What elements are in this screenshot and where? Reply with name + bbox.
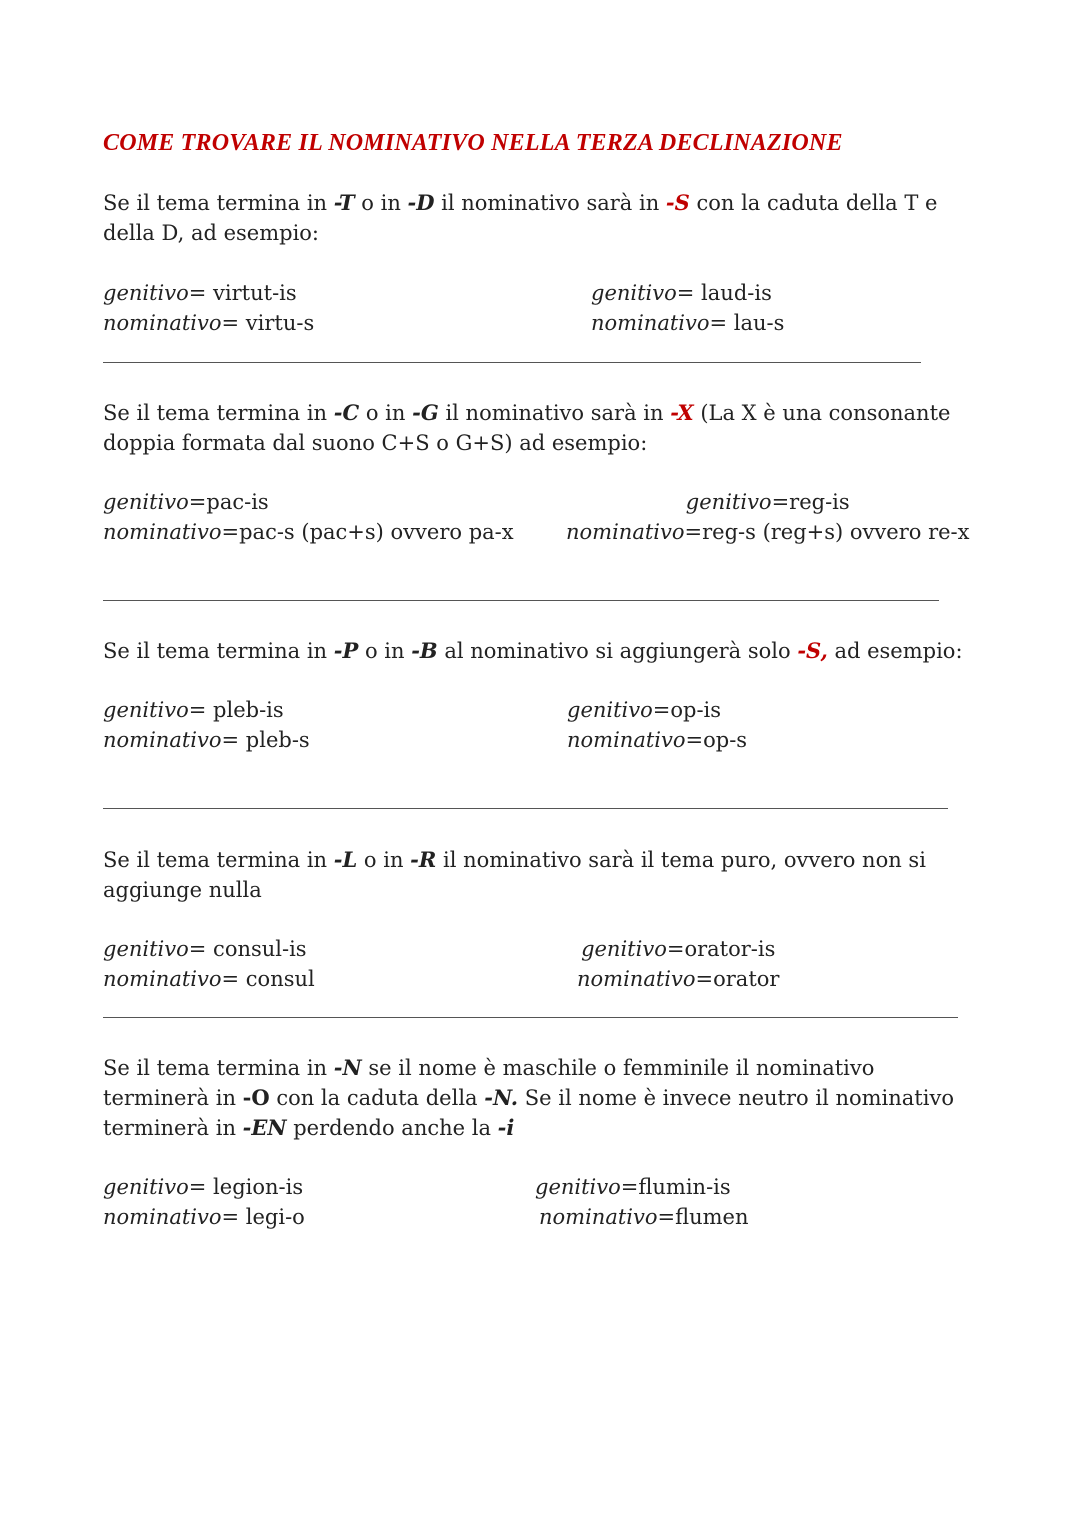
rule-paragraph-t-d	[103, 188, 973, 248]
nominative-value: = pleb-s	[221, 728, 310, 752]
genitive-value: =op-is	[652, 698, 722, 722]
example-consul	[103, 934, 315, 994]
example-orator	[577, 934, 779, 994]
ending-x: -X	[670, 400, 694, 425]
genitive-value: = legion-is	[188, 1175, 304, 1199]
genitive-label: genitivo	[103, 1175, 189, 1199]
example-plebs	[103, 695, 310, 755]
nominative-line	[103, 517, 514, 547]
nominative-label: nominativo	[103, 1205, 222, 1229]
rule-paragraph-p-b	[103, 636, 973, 666]
genitive-label: genitivo	[103, 281, 189, 305]
nominative-value: =orator	[695, 967, 780, 991]
genitive-line	[103, 695, 310, 725]
example-pax	[103, 487, 514, 547]
genitive-label: genitivo	[103, 490, 189, 514]
divider-line	[103, 808, 948, 809]
nominative-line	[103, 1202, 305, 1232]
rule-text: Se il tema termina in	[103, 848, 334, 872]
ending-n-dropped: -N.	[484, 1085, 519, 1110]
genitive-line	[567, 695, 747, 725]
rule-text: con la caduta della	[269, 1086, 485, 1110]
rule-text: o in	[357, 848, 411, 872]
nominative-line	[577, 964, 779, 994]
rule-text: Se il tema termina in	[103, 191, 334, 215]
nominative-value: = lau-s	[709, 311, 785, 335]
rule-paragraph-n	[103, 1053, 963, 1143]
ending-c: -C	[333, 400, 360, 425]
genitive-label: genitivo	[103, 698, 189, 722]
nominative-line	[103, 964, 315, 994]
ending-g: -G	[412, 400, 439, 425]
nominative-label: nominativo	[103, 728, 222, 752]
ending-s: -S	[665, 190, 690, 215]
rule-text: al nominativo si aggiungerà solo	[437, 639, 798, 663]
genitive-line	[535, 1172, 749, 1202]
ending-l: -L	[333, 847, 358, 872]
rule-paragraph-c-g	[103, 398, 973, 458]
rule-text: o in	[354, 191, 408, 215]
example-virtus	[103, 278, 314, 338]
genitive-line	[103, 1172, 305, 1202]
genitive-line	[103, 278, 314, 308]
nominative-line	[535, 1202, 749, 1232]
divider-line	[103, 362, 921, 363]
rule-text: Se il tema termina in	[103, 401, 334, 425]
nominative-value: = consul	[221, 967, 315, 991]
genitive-label: genitivo	[567, 698, 653, 722]
rule-text: il nominativo sarà in	[438, 401, 671, 425]
rule-text: Se il nome è invece neutro il nominativo terminerà in	[103, 1086, 954, 1140]
nominative-line	[566, 517, 969, 547]
genitive-value: =orator-is	[666, 937, 776, 961]
example-legio	[103, 1172, 305, 1232]
rule-text: Se il tema termina in	[103, 1056, 334, 1080]
nominative-value: = legi-o	[221, 1205, 305, 1229]
nominative-value: =reg-s (reg+s) ovvero re-x	[684, 520, 970, 544]
rule-text: il nominativo sarà il tema puro, ovvero non si aggiunge nulla	[103, 848, 926, 902]
genitive-label: genitivo	[591, 281, 677, 305]
page-title: COME TROVARE IL NOMINATIVO NELLA TERZA DECLINAZIONE	[103, 130, 843, 156]
genitive-line	[103, 934, 315, 964]
ending-s: -S,	[797, 638, 828, 663]
nominative-label: nominativo	[539, 1205, 658, 1229]
rule-text: o in	[359, 401, 413, 425]
genitive-label: genitivo	[535, 1175, 621, 1199]
nominative-line	[103, 725, 310, 755]
nominative-label: nominativo	[591, 311, 710, 335]
nominative-value: =pac-s (pac+s) ovvero pa-x	[221, 520, 514, 544]
nominative-value: =flumen	[657, 1205, 749, 1229]
genitive-value: = laud-is	[676, 281, 772, 305]
divider-line	[103, 1017, 958, 1018]
nominative-label: nominativo	[103, 311, 222, 335]
genitive-line	[591, 278, 784, 308]
ending-o: -O	[242, 1085, 270, 1110]
nominative-value: =op-s	[685, 728, 748, 752]
rule-paragraph-l-r	[103, 845, 973, 905]
genitive-value: = virtut-is	[188, 281, 297, 305]
ending-b: -B	[411, 638, 438, 663]
example-ops	[567, 695, 747, 755]
nominative-line	[103, 308, 314, 338]
nominative-line	[567, 725, 747, 755]
genitive-label: genitivo	[103, 937, 189, 961]
rule-text: ad esempio:	[827, 639, 963, 663]
nominative-value: = virtu-s	[221, 311, 315, 335]
rule-text: (La X è una consonante doppia formata dal suono C+S o G+S) ad esempio:	[103, 401, 951, 455]
rule-text: il nominativo sarà in	[434, 191, 666, 215]
genitive-line	[566, 487, 969, 517]
genitive-line	[103, 487, 514, 517]
genitive-value: = consul-is	[188, 937, 307, 961]
ending-en: -EN	[242, 1115, 287, 1140]
rule-text: o in	[358, 639, 412, 663]
genitive-label: genitivo	[581, 937, 667, 961]
genitive-label: genitivo	[685, 490, 772, 514]
nominative-label: nominativo	[103, 520, 222, 544]
nominative-label: nominativo	[103, 967, 222, 991]
rule-text: se il nome è maschile o femminile il nominativo terminerà in	[103, 1056, 875, 1110]
genitive-value: =flumin-is	[620, 1175, 731, 1199]
ending-d: -D	[407, 190, 435, 215]
genitive-value: = pleb-is	[188, 698, 284, 722]
rule-text: Se il tema termina in	[103, 639, 334, 663]
rule-text: perdendo anche la	[286, 1116, 498, 1140]
example-laus	[591, 278, 784, 338]
nominative-label: nominativo	[567, 728, 686, 752]
example-rex	[566, 487, 969, 547]
genitive-line	[577, 934, 779, 964]
ending-i: -i	[497, 1115, 515, 1140]
rule-text: con la caduta della T e della D, ad esempio:	[103, 191, 938, 245]
genitive-value: =pac-is	[188, 490, 269, 514]
ending-t: -T	[333, 190, 355, 215]
ending-r: -R	[410, 847, 437, 872]
nominative-label: nominativo	[577, 967, 696, 991]
divider-line	[103, 600, 939, 601]
nominative-line	[591, 308, 784, 338]
ending-p: -P	[333, 638, 359, 663]
nominative-label: nominativo	[566, 520, 685, 544]
genitive-value: =reg-is	[771, 490, 850, 514]
example-flumen	[535, 1172, 749, 1232]
ending-n: -N	[333, 1055, 362, 1080]
